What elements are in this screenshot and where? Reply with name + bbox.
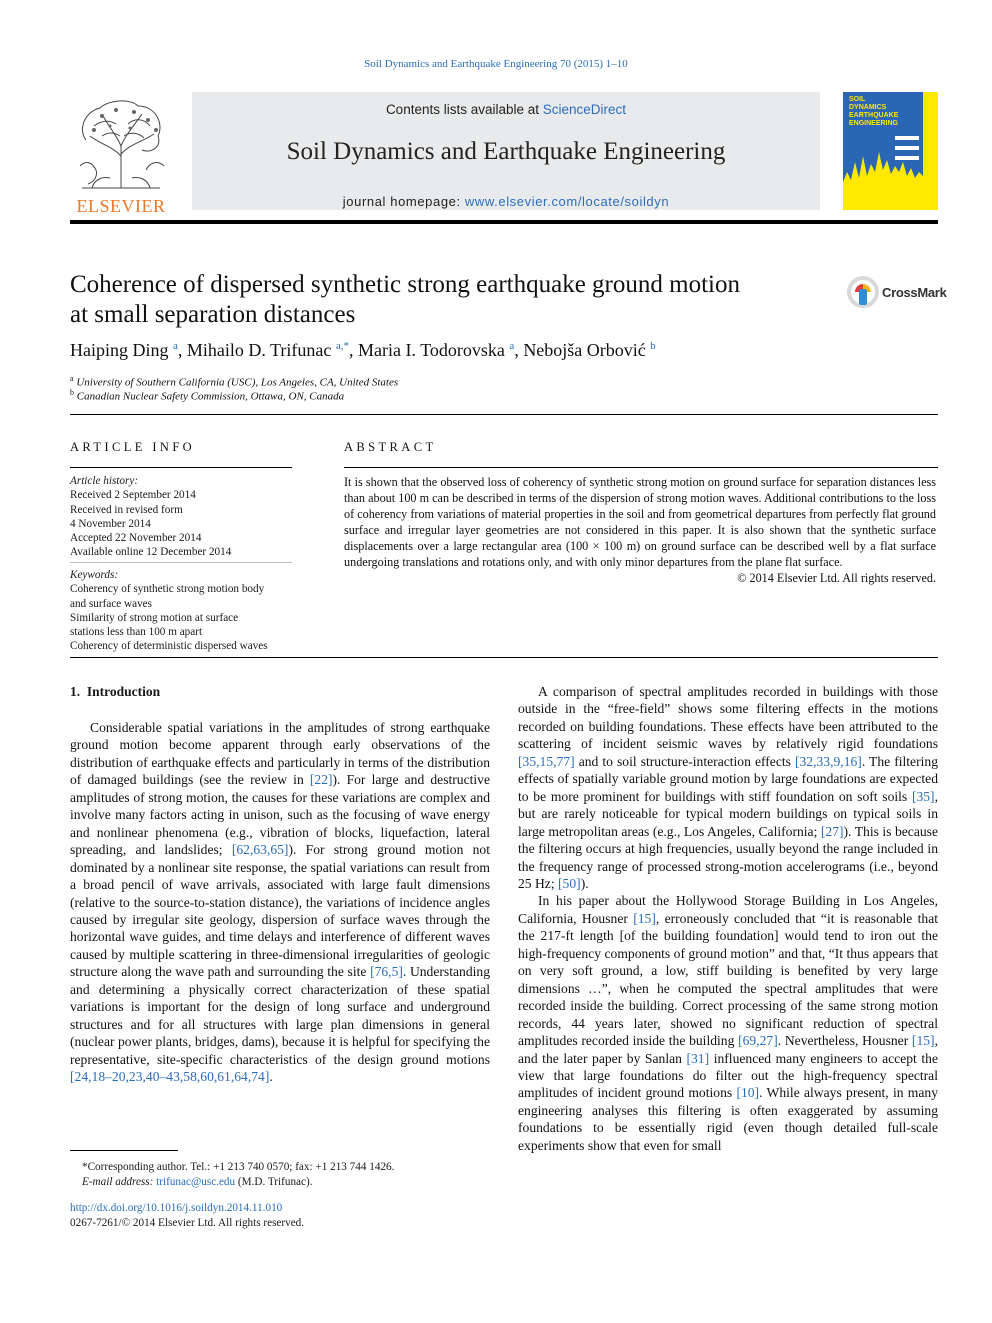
- email-suffix: (M.D. Trifunac).: [235, 1176, 313, 1188]
- elsevier-tree-icon: [72, 96, 170, 192]
- keyword: stations less than 100 m apart: [70, 626, 203, 639]
- affiliation-mark: a: [70, 374, 74, 383]
- author[interactable]: [187, 340, 349, 360]
- cover-title-line: DYNAMICS: [849, 104, 887, 111]
- divider: [70, 657, 938, 658]
- divider: [344, 467, 938, 468]
- body-text: . Understanding and determining a physically correct characterization of these spatial variations is important for the design of long surface and underground structures and for all structures with large plan dimensions in general (nuclear power plants, bridges, dams), because it is helpful for specifying the representative, site-specific characteristics of the design ground motions: [70, 964, 490, 1067]
- contents-line: [192, 102, 820, 117]
- affiliation: [70, 388, 344, 403]
- contents-prefix: Contents lists available at: [385, 102, 543, 117]
- author-name: Nebojša Orbović: [523, 340, 646, 360]
- journal-citation[interactable]: Soil Dynamics and Earthquake Engineering 70 (2015) 1–10: [364, 58, 628, 70]
- history-entry: Accepted 22 November 2014: [70, 532, 202, 545]
- sciencedirect-link[interactable]: ScienceDirect: [542, 102, 627, 117]
- keyword: Coherency of synthetic strong motion body: [70, 583, 265, 596]
- section-number: 1.: [70, 684, 81, 699]
- body-text: . While always present, in many engineering analyses this filtering is often exaggerated by assuming foundations to be essentially rigid (even though detailed full-scale experiments show that even for small: [518, 1085, 938, 1153]
- cover-stripes: [895, 136, 919, 166]
- footnote-star: *: [82, 1161, 88, 1173]
- affiliation-text: Canadian Nuclear Safety Commission, Ottawa, ON, Canada: [76, 390, 345, 403]
- author-affiliation-mark[interactable]: a,*: [335, 340, 350, 352]
- elsevier-logo[interactable]: [70, 96, 172, 214]
- homepage-line: [192, 194, 820, 209]
- corresponding-author-note: [70, 1160, 490, 1175]
- email-link[interactable]: trifunac@usc.edu: [156, 1176, 236, 1188]
- body-text: In his paper about the Hollywood Storage Building in Los Angeles, California, Housner: [518, 893, 938, 926]
- masthead-rule: [70, 220, 938, 224]
- divider: [70, 467, 292, 468]
- keyword: Similarity of strong motion at surface: [70, 611, 239, 624]
- author-name: Maria I. Todorovska: [358, 340, 505, 360]
- body-text: .: [269, 1069, 273, 1085]
- reference-link[interactable]: [35,15,77]: [518, 753, 575, 769]
- journal-title[interactable]: Soil Dynamics and Earthquake Engineering: [286, 138, 726, 165]
- reference-link[interactable]: [27]: [820, 823, 844, 839]
- body-paragraph: [70, 719, 490, 1086]
- author[interactable]: [523, 340, 655, 360]
- cover-title-line: SOIL: [849, 96, 866, 103]
- history-entry: 4 November 2014: [70, 517, 151, 530]
- abstract-heading: ABSTRACT: [344, 440, 437, 454]
- affiliation: [70, 374, 398, 389]
- author[interactable]: [358, 340, 514, 360]
- reference-link[interactable]: [10]: [736, 1085, 760, 1101]
- abstract-paragraph: It is shown that the observed loss of coherency of synthetic strong motion on ground surface for separation distances less than about 100 m can be described in terms of the dispersion of strong motion waves. Additional contributions to the loss of coherency from variations of material properties in the soil and from geometrical departures from perfectly flat ground surface and irregular layer geometries are not considered in this paper. It is also shown that the synthetic surface displacements over a large rectangular area (100 × 100 m) on ground surface can be described well by a flat surface undergoing translations and rotations only, and with only minor departures from the plane flat surface.: [344, 475, 936, 569]
- author-separator: ,: [514, 340, 524, 360]
- body-text: . Nevertheless, Housner: [777, 1033, 912, 1049]
- history-entry: Received in revised form: [70, 503, 183, 516]
- crossmark-badge[interactable]: [846, 275, 946, 311]
- section-title: Introduction: [86, 684, 161, 699]
- cover-title-line: EARTHQUAKE: [849, 112, 899, 119]
- title-line: at small separation distances: [70, 301, 356, 328]
- reference-link[interactable]: [24,18–20,23,40–43,58,60,61,64,74]: [70, 1069, 270, 1085]
- history-caption: Article history:: [70, 475, 139, 487]
- body-text: influenced many engineers to accept the view that large foundations do filter out the high-frequency spectral amplitudes of incident ground motions: [518, 1050, 938, 1101]
- article-history: [70, 474, 300, 560]
- body-paragraph: [518, 892, 938, 1154]
- author-affiliation-mark[interactable]: a: [509, 340, 515, 352]
- article-title: [70, 270, 830, 330]
- crossmark-label: CrossMark: [882, 285, 947, 300]
- author-name: Mihailo D. Trifunac: [186, 340, 332, 360]
- elsevier-wordmark: ELSEVIER: [76, 196, 166, 216]
- section-heading-introduction: [70, 684, 160, 700]
- body-text: , but are rarely noticeable for typical modern buildings on typical soils in large metropolitan areas (e.g., Los Angeles, California;: [518, 788, 938, 839]
- reference-link[interactable]: [15]: [911, 1033, 935, 1049]
- reference-link[interactable]: [50]: [558, 875, 581, 891]
- homepage-prefix: journal homepage:: [342, 194, 465, 209]
- author-separator: ,: [177, 340, 187, 360]
- abstract-copyright: © 2014 Elsevier Ltd. All rights reserved.: [737, 571, 936, 585]
- cover-title-line: ENGINEERING: [849, 120, 899, 127]
- affiliation-mark: b: [70, 388, 74, 397]
- reference-link[interactable]: [15]: [633, 910, 656, 926]
- journal-header-box: [192, 92, 820, 210]
- body-column-left: [70, 719, 490, 1086]
- keyword: and surface waves: [70, 597, 152, 610]
- reference-link[interactable]: [62,63,65]: [231, 842, 289, 858]
- homepage-link[interactable]: www.elsevier.com/locate/soildyn: [464, 194, 670, 209]
- body-text: ). This is because the filtering occurs at high frequencies, usually beyond the range included in the frequency range of processed strong-motion accelerograms (i.e., beyond 25 Hz;: [518, 823, 938, 891]
- affiliation-text: University of Southern California (USC), Los Angeles, CA, United States: [76, 376, 399, 389]
- body-text: ). For large and destructive amplitudes of strong motion, the causes for these variations are complex and involve many factors acting in unison, such as the focusing of wave energy and nonlinear phenomena (e.g., vibration of blocks, liquefaction, lateral spreading, and landslides;: [70, 772, 490, 858]
- body-text: A comparison of spectral amplitudes recorded in buildings with those outside in the “free-field” shows some filtering effects in the motions recorded on building foundations. These effects have been attributed to the scattering of incident seismic waves by relatively rigid foundations: [518, 684, 938, 752]
- doi-block: [70, 1201, 490, 1231]
- keywords: [70, 568, 300, 654]
- body-text: , and the later paper by Sanlan: [518, 1033, 938, 1066]
- divider: [70, 414, 938, 415]
- footnote: [70, 1160, 490, 1190]
- body-text: , erroneously concluded that “it is reasonable that the 217-ft length [of the building foundation] would tend to iron out the high-frequency components of ground motion” and that, “It thus appears that on very soft ground, a low, stiff building is benefited by very large dimensions …”, when he computed the spectral amplitudes that were recorded inside the building. Correct processing of the same strong motion records, 44 years later, showed no significant reduction of spectral amplitudes recorded inside the building: [518, 910, 939, 1049]
- email-label: E-mail address:: [82, 1176, 157, 1188]
- author-name: Haiping Ding: [70, 340, 169, 360]
- keyword: Coherency of deterministic dispersed waves: [70, 640, 268, 653]
- footnote-rule: [70, 1150, 178, 1151]
- doi-link[interactable]: http://dx.doi.org/10.1016/j.soildyn.2014.11.010: [70, 1202, 283, 1214]
- crossmark-icon: [846, 275, 880, 309]
- reference-link[interactable]: [35]: [911, 788, 935, 804]
- article-info-heading: ARTICLE INFO: [70, 440, 196, 454]
- abstract-body: [344, 474, 936, 586]
- body-text: and to soil structure-interaction effects: [574, 753, 795, 769]
- journal-masthead: [70, 92, 938, 216]
- history-entry: Available online 12 December 2014: [70, 546, 232, 559]
- author[interactable]: [70, 340, 178, 360]
- body-column-right: [518, 683, 938, 1154]
- title-line: Coherence of dispersed synthetic strong earthquake ground motion: [70, 271, 740, 298]
- issn-line: 0267-7261/© 2014 Elsevier Ltd. All rights reserved.: [70, 1217, 305, 1229]
- body-text: ).: [580, 875, 589, 891]
- history-entry: Received 2 September 2014: [70, 489, 196, 502]
- body-text: Considerable spatial variations in the amplitudes of strong earthquake ground motion become apparent through early observations of the distribution of earthquake effects and particularly in terms of the distribution of damaged buildings (see the review in: [70, 720, 490, 788]
- author-list: [70, 340, 870, 361]
- author-affiliation-mark[interactable]: b: [650, 340, 656, 352]
- reference-link[interactable]: [22]: [309, 772, 333, 788]
- reference-link[interactable]: [76,5]: [370, 964, 403, 980]
- cover-title: [849, 96, 919, 128]
- email-note: [70, 1175, 490, 1190]
- divider: [70, 562, 292, 563]
- corresponding-text: Corresponding author. Tel.: +1 213 740 0570; fax: +1 213 744 1426.: [87, 1161, 395, 1173]
- author-separator: ,: [349, 340, 359, 360]
- body-text: . The filtering effects of spatially variable ground motion by large foundations are expected to be more prominent for buildings with stiff foundation on soft soils: [518, 753, 938, 804]
- body-text: ). For strong ground motion not dominated by a nonlinear site response, the spatial variations can result from a broad pencil of wave arrivals, associated with large fault dimensions (relative to the source-to-station distance), the variations of incidence angles caused by irregular site geology, dispersion of surface waves through the horizontal wave guides, and time delays and interference of different waves caused by multiple scattering in three-dimensional irregularities of geologic structure along the wave path and surrounding the site: [70, 842, 490, 980]
- reference-link[interactable]: [69,27]: [738, 1033, 778, 1049]
- author-affiliation-mark[interactable]: a: [173, 340, 178, 352]
- keywords-caption: Keywords:: [70, 569, 119, 581]
- reference-link[interactable]: [31]: [686, 1050, 710, 1066]
- journal-cover-thumbnail[interactable]: [843, 92, 938, 210]
- body-paragraph: [518, 683, 938, 892]
- reference-link[interactable]: [32,33,9,16]: [794, 753, 862, 769]
